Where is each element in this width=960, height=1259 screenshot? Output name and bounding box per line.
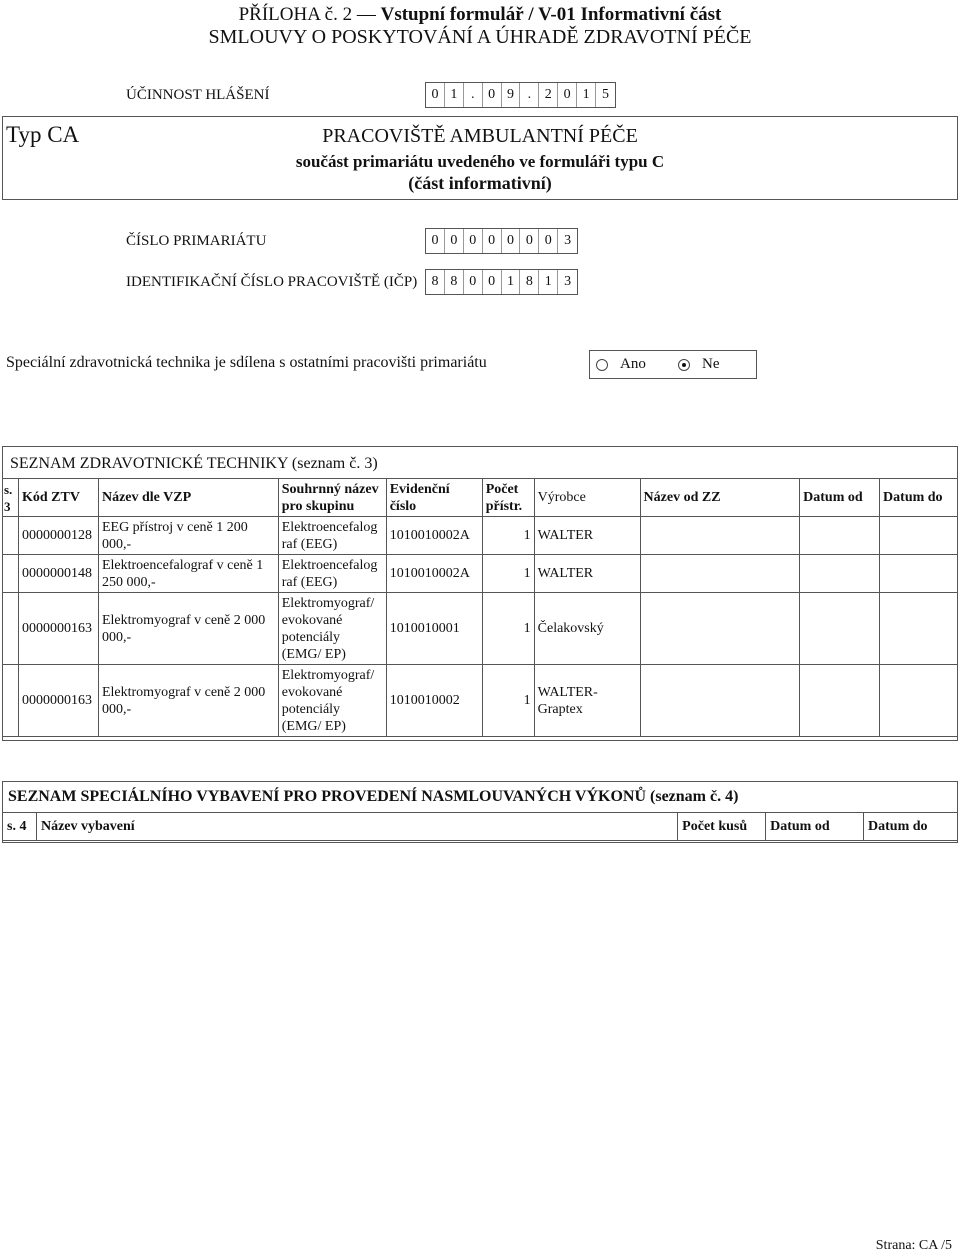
digit-cell: .	[520, 83, 539, 107]
col-datum-do: Datum do	[880, 479, 958, 517]
col-vyrobce: Výrobce	[534, 479, 640, 517]
workplace-title: PRACOVIŠTĚ AMBULANTNÍ PÉČE	[322, 125, 638, 147]
ucinnost-label: ÚČINNOST HLÁŠENÍ	[126, 87, 270, 103]
cell-souhrnny: Elektromyograf/ evokované potenciály (EMG/ EP)	[278, 665, 386, 737]
col-datum-do: Datum do	[864, 813, 958, 841]
cell-pocet: 1	[482, 665, 534, 737]
section-3-title	[10, 454, 378, 474]
digit-cell: 0	[445, 229, 464, 253]
digit-cell: 0	[426, 229, 445, 253]
col-pocet-kusu: Počet kusů	[678, 813, 766, 841]
radio-yes[interactable]	[596, 356, 672, 373]
col-s3: s. 3	[3, 479, 19, 517]
primariat-field[interactable]	[425, 228, 578, 254]
table-row	[3, 593, 958, 665]
section-3-title-main: SEZNAM ZDRAVOTNICKÉ TECHNIKY	[10, 455, 288, 472]
digit-cell: 3	[564, 233, 572, 248]
digit-cell: 0	[558, 83, 577, 107]
cell-nazev: Elektroencefalograf v ceně 1 250 000,-	[98, 555, 278, 593]
digit-cell: 0	[426, 83, 445, 107]
cell-vyrobce: WALTER- Graptex	[534, 665, 640, 737]
cell-vyrobce: WALTER	[534, 555, 640, 593]
digit-cell: 0	[520, 229, 539, 253]
digit-cell: 0	[464, 229, 483, 253]
digit-cell: 5	[601, 87, 609, 102]
appendix-label: PŘÍLOHA č. 2	[238, 4, 353, 25]
digit-cell: 2	[539, 83, 558, 107]
section-3-title-suffix: (seznam č. 3)	[287, 455, 378, 472]
digit-cell: 0	[502, 229, 521, 253]
technique-table	[2, 478, 958, 737]
col-nazev: Název dle VZP	[98, 479, 278, 517]
workplace-note: (část informativní)	[408, 173, 552, 193]
icp-field[interactable]	[425, 269, 578, 295]
digit-cell: 1	[539, 270, 558, 294]
digit-cell: 8	[426, 270, 445, 294]
dash-separator: —	[356, 4, 381, 25]
radio-no[interactable]	[678, 356, 754, 373]
cell-nazev: Elektromyograf v ceně 2 000 000,-	[98, 593, 278, 665]
cell-pocet: 1	[482, 517, 534, 555]
icp-label: IDENTIFIKAČNÍ ČÍSLO PRACOVIŠTĚ (IČP)	[126, 274, 418, 290]
shared-technique-radio-group	[589, 350, 757, 379]
col-nazev-vybaveni: Název vybavení	[36, 813, 677, 841]
cell-nazev: Elektromyograf v ceně 2 000 000,-	[98, 665, 278, 737]
digit-cell: 1	[502, 270, 521, 294]
table-row	[3, 517, 958, 555]
digit-cell: 0	[464, 270, 483, 294]
cell-kod: 0000000148	[18, 555, 98, 593]
cell-evidencni: 1010010002A	[386, 517, 482, 555]
radio-no-selected-icon[interactable]	[678, 359, 690, 371]
radio-yes-label: Ano	[620, 356, 646, 372]
digit-cell: 9	[502, 83, 521, 107]
digit-cell: .	[464, 83, 483, 107]
equipment-table	[2, 812, 958, 841]
form-header-line1	[0, 4, 960, 26]
cell-pocet: 1	[482, 555, 534, 593]
primariat-label: ČÍSLO PRIMARIÁTU	[126, 233, 267, 249]
cell-vyrobce: WALTER	[534, 517, 640, 555]
digit-cell: 1	[577, 83, 596, 107]
cell-nazev: EEG přístroj v ceně 1 200 000,-	[98, 517, 278, 555]
form-name: Vstupní formulář / V-01 Informativní část	[380, 4, 722, 25]
cell-souhrnny: Elektromyograf/ evokované potenciály (EMG/ EP)	[278, 593, 386, 665]
cell-kod: 0000000128	[18, 517, 98, 555]
col-datum-od: Datum od	[766, 813, 864, 841]
table-row	[3, 555, 958, 593]
ucinnost-field[interactable]	[425, 82, 616, 108]
cell-souhrnny: Elektroencefalog raf (EEG)	[278, 517, 386, 555]
page-number: Strana: CA /5	[875, 1238, 952, 1253]
digit-cell: 0	[483, 229, 502, 253]
shared-technique-label: Speciální zdravotnická technika je sdílena s ostatními pracovišti primariátu	[6, 354, 487, 371]
cell-souhrnny: Elektroencefalog raf (EEG)	[278, 555, 386, 593]
digit-cell: 0	[483, 270, 502, 294]
digit-cell: 0	[539, 229, 558, 253]
cell-vyrobce: Čelakovský	[534, 593, 640, 665]
radio-no-label: Ne	[702, 356, 720, 372]
cell-pocet: 1	[482, 593, 534, 665]
radio-yes-circle-icon[interactable]	[596, 359, 608, 371]
workplace-subtitle: součást primariátu uvedeného ve formuláři typu C	[295, 152, 665, 171]
col-souhrnny: Souhrnný název pro skupinu	[278, 479, 386, 517]
section-4-title: SEZNAM SPECIÁLNÍHO VYBAVENÍ PRO PROVEDENÍ NASMLOUVANÝCH VÝKONŮ (seznam č. 4)	[8, 788, 739, 805]
col-datum-od: Datum od	[800, 479, 880, 517]
contract-title: SMLOUVY O POSKYTOVÁNÍ A ÚHRADĚ ZDRAVOTNÍ PÉČE	[208, 26, 752, 48]
col-pocet: Počet přístr.	[482, 479, 534, 517]
digit-cell: 3	[564, 274, 572, 289]
table-row	[3, 665, 958, 737]
table-header-row	[3, 813, 958, 841]
col-kod: Kód ZTV	[18, 479, 98, 517]
digit-cell: 8	[445, 270, 464, 294]
cell-kod: 0000000163	[18, 665, 98, 737]
cell-evidencni: 1010010002A	[386, 555, 482, 593]
cell-evidencni: 1010010001	[386, 593, 482, 665]
cell-kod: 0000000163	[18, 593, 98, 665]
cell-evidencni: 1010010002	[386, 665, 482, 737]
digit-cell: 0	[483, 83, 502, 107]
typ-label: Typ CA	[6, 122, 80, 147]
digit-cell: 8	[520, 270, 539, 294]
col-nazev-zz: Název od ZZ	[640, 479, 800, 517]
table-header-row	[3, 479, 958, 517]
digit-cell: 1	[445, 83, 464, 107]
col-s4: s. 4	[3, 813, 37, 841]
col-evidencni: Evidenční číslo	[386, 479, 482, 517]
